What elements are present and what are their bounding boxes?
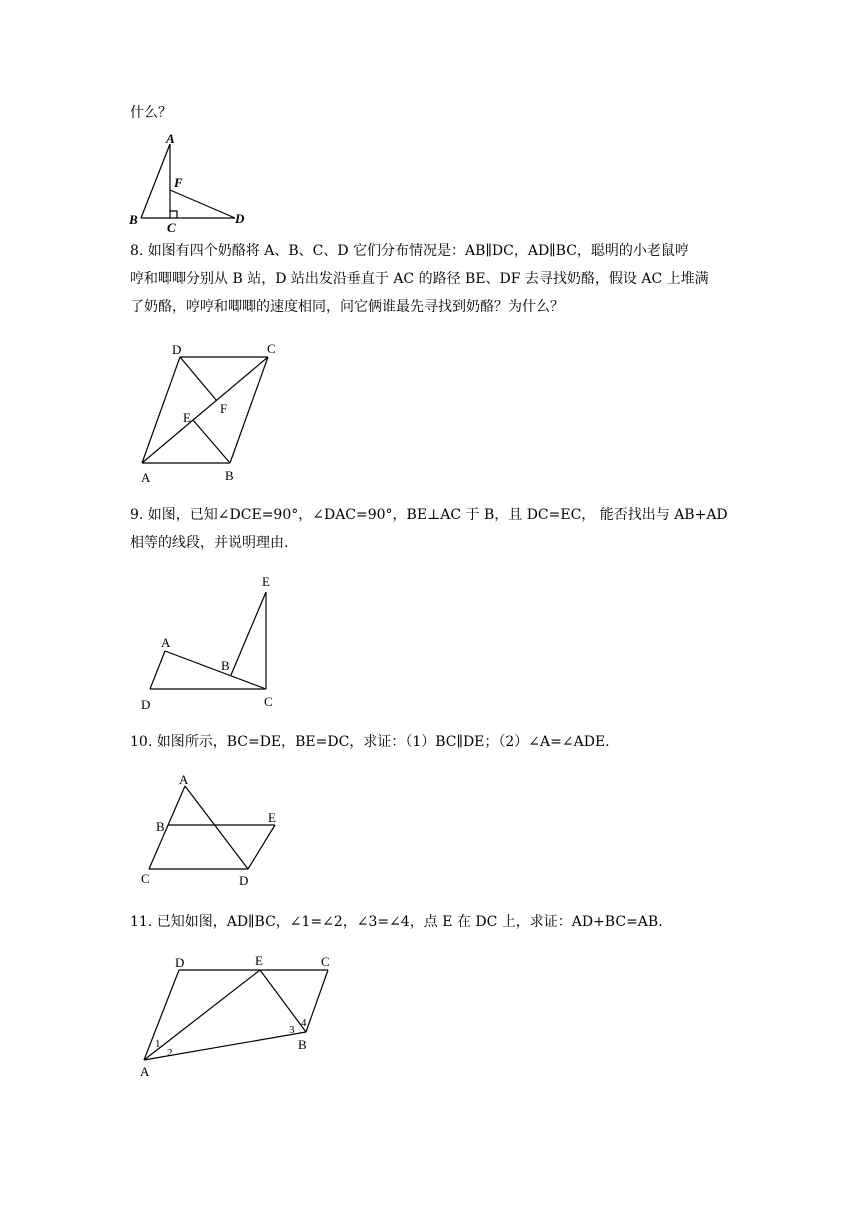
- angle-label-4: 4: [301, 1017, 307, 1029]
- label-e: E: [262, 574, 270, 589]
- segment-ed: [248, 825, 275, 869]
- label-b: B: [156, 819, 165, 834]
- q7-tail-text: 什么？: [130, 105, 172, 121]
- segment-cb: [306, 970, 328, 1032]
- segment-ad: [185, 786, 248, 869]
- segment-fd: [170, 190, 235, 218]
- label-c: C: [264, 694, 273, 709]
- figure-q8: [130, 338, 290, 488]
- segment-ab: [141, 144, 170, 218]
- label-a: A: [166, 132, 175, 146]
- angle-label-3: 3: [289, 1024, 295, 1036]
- label-c: C: [167, 220, 176, 234]
- label-c: C: [267, 341, 276, 356]
- q8-line-2: 哼和唧唧分别从 B 站，D 站出发沿垂直于 AC 的路径 BE、DF 去寻找奶酪，假设 AC 上堆满: [130, 271, 709, 287]
- label-b: B: [298, 1037, 307, 1052]
- label-f: F: [174, 175, 183, 190]
- label-b: B: [221, 658, 230, 673]
- label-d: D: [235, 211, 245, 226]
- segment-da: [150, 651, 165, 689]
- label-d: D: [172, 342, 182, 357]
- segment-eb: [231, 592, 266, 675]
- label-d: D: [239, 873, 249, 888]
- label-e: E: [183, 410, 191, 425]
- q8-line-3: 了奶酪，哼哼和唧唧的速度相同，问它俩谁最先寻找到奶酪？为什么？: [130, 299, 564, 315]
- q10-line-1: 10. 如图所示，BC=DE，BE=DC，求证：（1）BC∥DE；（2）∠A=∠ADE.: [130, 734, 610, 750]
- segment-be: [193, 420, 230, 463]
- figure-q11: [135, 950, 345, 1080]
- figure-q7: [125, 132, 255, 234]
- label-d: D: [141, 697, 151, 712]
- figure-q9: [135, 570, 285, 715]
- angle-label-1: 1: [155, 1038, 161, 1050]
- q9-line-2: 相等的线段，并说明理由.: [130, 535, 289, 551]
- label-a: A: [161, 635, 171, 650]
- q8-line-1: 8. 如图有四个奶酪将 A、B、C、D 它们分布情况是：AB∥DC，AD∥BC，聪明的小老鼠哼: [130, 243, 689, 259]
- figure-q10: [135, 768, 295, 890]
- segment-eb: [260, 970, 306, 1032]
- label-b: B: [129, 212, 138, 227]
- angle-label-2: 2: [167, 1047, 173, 1059]
- label-e: E: [268, 810, 276, 825]
- label-a: A: [141, 470, 151, 485]
- label-d: D: [175, 955, 185, 970]
- q9-line-1: 9. 如图，已知∠DCE=90°，∠DAC=90°，BE⊥AC 于 B，且 DC=EC， 能否找出与 AB+AD: [130, 507, 728, 523]
- segment-ac: [149, 786, 185, 869]
- label-a: A: [179, 772, 189, 787]
- segment-df: [180, 357, 217, 401]
- segment-ac: [165, 651, 266, 689]
- label-f: F: [220, 401, 228, 416]
- right-angle-mark: [170, 211, 177, 218]
- label-c: C: [141, 871, 150, 886]
- label-c: C: [321, 954, 330, 969]
- q11-line-1: 11. 已知如图，AD∥BC，∠1=∠2，∠3=∠4，点 E 在 DC 上，求证：AD+BC=AB.: [130, 914, 663, 930]
- label-a: A: [140, 1064, 150, 1079]
- label-b: B: [225, 468, 234, 483]
- label-e: E: [255, 953, 263, 968]
